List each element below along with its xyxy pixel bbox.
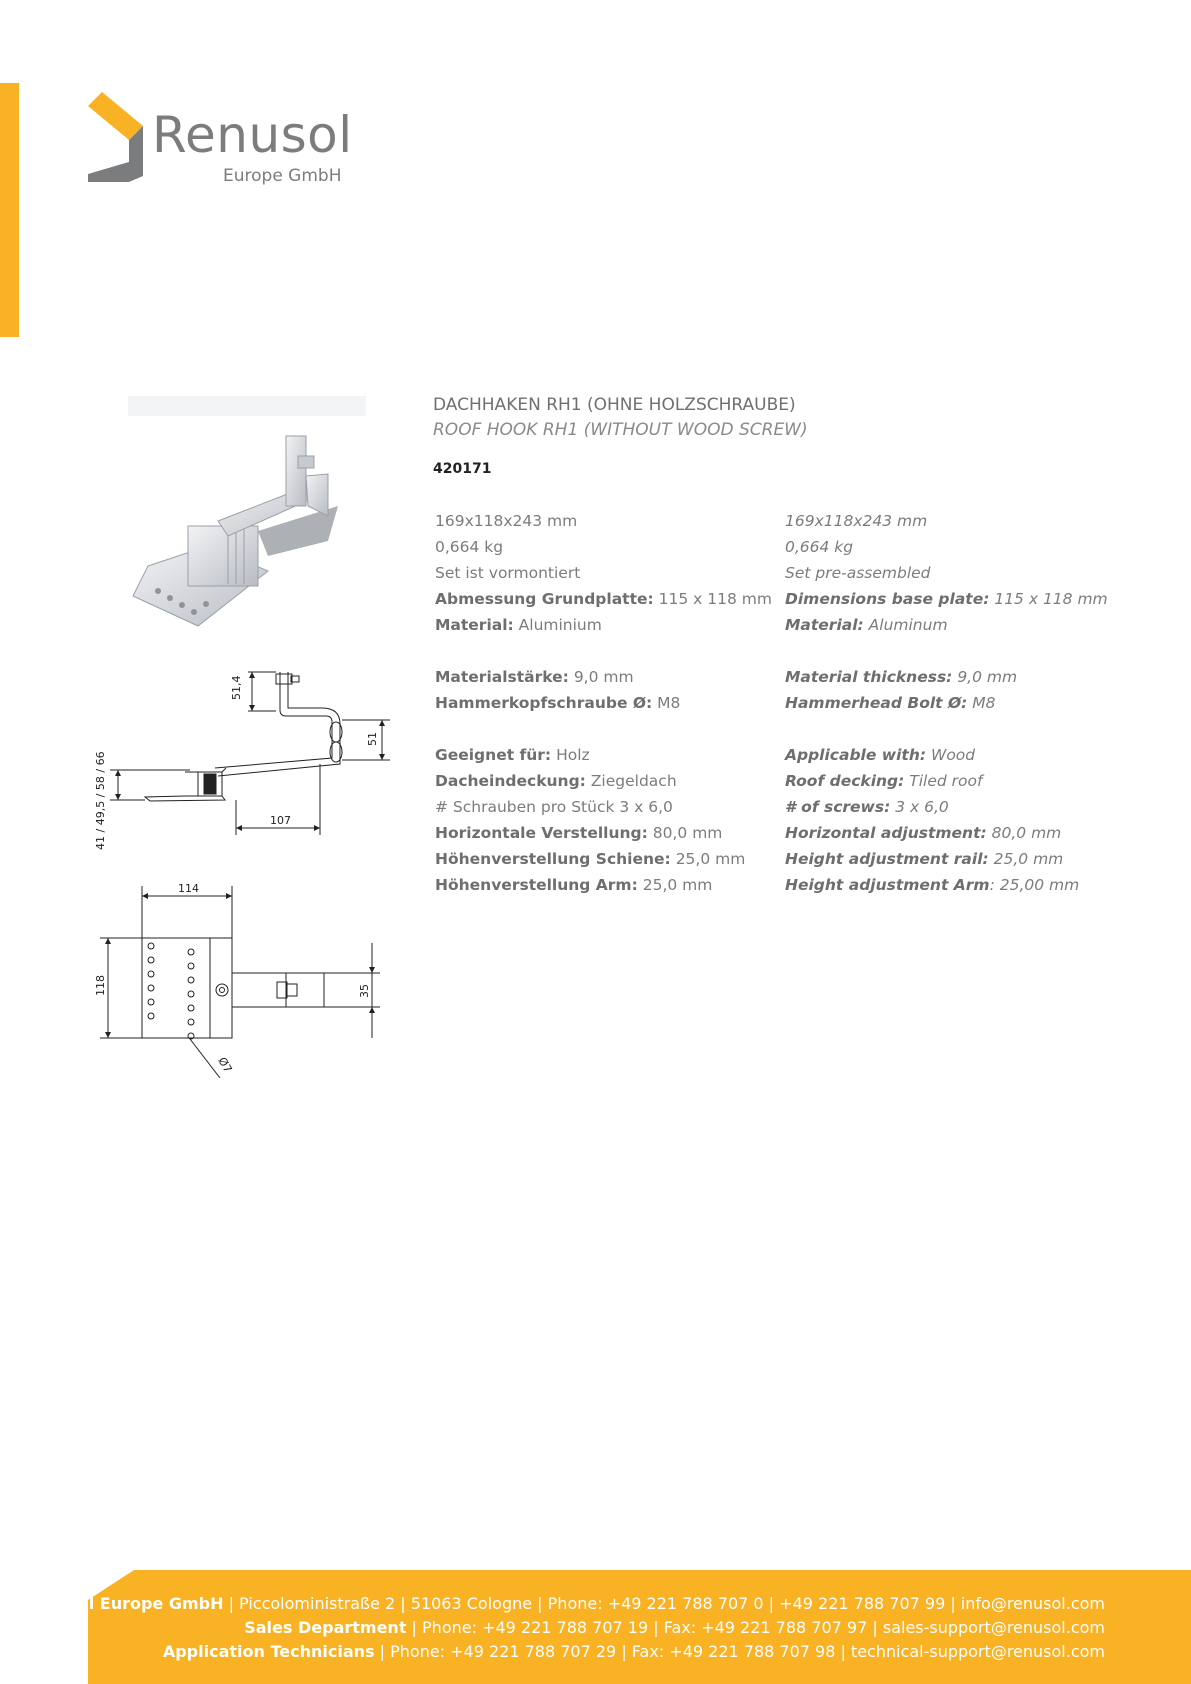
spec-label: Horizontal adjustment:	[785, 824, 987, 842]
spec-value: 0,664 kg	[785, 538, 854, 556]
side-accent-bar	[0, 83, 19, 337]
spec-value: 0,664 kg	[435, 538, 504, 556]
spec-label: Applicable with:	[785, 746, 927, 764]
dim-height-label: 118	[94, 975, 107, 996]
spec-line	[785, 846, 1108, 872]
spec-label: Height adjustment Arm	[785, 876, 990, 894]
spec-label: Abmessung Grundplatte:	[435, 590, 654, 608]
spec-value: 115 x 118 mm	[989, 590, 1108, 608]
spec-line	[785, 508, 1108, 534]
article-number: 420171	[433, 461, 492, 477]
spec-line	[435, 508, 772, 534]
product-title-en: ROOF HOOK RH1 (WITHOUT WOOD SCREW)	[433, 420, 808, 440]
spec-line	[435, 690, 772, 716]
spec-line	[435, 846, 772, 872]
footer-line-text: | Phone: +49 221 788 707 19 | Fax: +49 221 788 707 97 | sales-support@renusol.com	[406, 1618, 1105, 1637]
logo-mark-icon	[88, 92, 148, 184]
footer	[22, 1570, 1191, 1684]
spec-line	[785, 560, 1108, 586]
spec-value: 3 x 6,0	[890, 798, 949, 816]
spec-line	[785, 690, 1108, 716]
spec-line	[435, 872, 772, 898]
spec-value: : 25,00 mm	[989, 876, 1080, 894]
dim-hole-label: Ø7	[215, 1055, 235, 1076]
spec-line	[435, 820, 772, 846]
footer-line-sales	[22, 1616, 1105, 1640]
footer-line-text: | Piccoloministraße 2 | 51063 Cologne | Phone: +49 221 788 707 0 | +49 221 788 707 99 | info@renusol.com	[223, 1594, 1105, 1613]
spec-label: Hammerkopfschraube Ø:	[435, 694, 653, 712]
spec-value: M8	[967, 694, 996, 712]
spec-line	[785, 820, 1108, 846]
spec-label: # of screws:	[785, 798, 891, 816]
footer-line-company	[22, 1592, 1105, 1616]
spec-value: 169x118x243 mm	[785, 512, 928, 530]
side-view-drawing	[90, 660, 400, 860]
spec-label: Horizontale Verstellung:	[435, 824, 648, 842]
spec-line	[435, 586, 772, 612]
spec-label: Höhenverstellung Arm:	[435, 876, 638, 894]
spec-value: Wood	[926, 746, 976, 764]
spec-label: Geeignet für:	[435, 746, 552, 764]
footer-line-title: Renusol Europe GmbH	[22, 1594, 224, 1613]
spec-line	[785, 768, 1108, 794]
dim-top-label: 51,4	[230, 675, 243, 700]
spec-value: 169x118x243 mm	[435, 512, 578, 530]
spec-value: 115 x 118 mm	[653, 590, 772, 608]
spec-line	[785, 742, 1108, 768]
dim-bottom-label: 107	[270, 814, 291, 827]
spec-line	[435, 560, 772, 586]
spec-value: Set ist vormontiert	[435, 564, 581, 582]
dim-arm-label: 35	[358, 984, 371, 998]
spec-label: Roof decking:	[785, 772, 905, 790]
footer-line-technicians	[22, 1640, 1105, 1664]
spec-value: Aluminum	[863, 616, 948, 634]
footer-line-title: Sales Department	[244, 1618, 407, 1637]
spec-line	[435, 612, 772, 638]
spec-value: 25,0 mm	[637, 876, 713, 894]
spec-value: M8	[652, 694, 681, 712]
spec-label: Dimensions base plate:	[785, 590, 990, 608]
spec-line	[785, 664, 1108, 690]
spec-value: Ziegeldach	[585, 772, 677, 790]
spec-line	[435, 794, 772, 820]
company-logo	[88, 92, 358, 192]
spec-value: 9,0 mm	[952, 668, 1018, 686]
spec-line	[435, 534, 772, 560]
spec-label: Dacheindeckung:	[435, 772, 586, 790]
dim-left-label: 41 / 49,5 / 58 / 66	[94, 751, 107, 850]
spec-line	[435, 768, 772, 794]
specs-english	[785, 508, 1108, 898]
footer-contact	[22, 1592, 1105, 1664]
spec-label: Material:	[785, 616, 864, 634]
spec-label: Material:	[435, 616, 514, 634]
footer-line-text: | Phone: +49 221 788 707 29 | Fax: +49 221 788 707 98 | technical-support@renusol.com	[374, 1642, 1105, 1661]
logo-title: Renusol	[152, 106, 353, 164]
spec-line	[785, 612, 1108, 638]
spec-line	[785, 872, 1108, 898]
product-photo	[128, 396, 366, 636]
footer-line-title: Application Technicians	[162, 1642, 375, 1661]
spec-value: Aluminium	[513, 616, 602, 634]
spec-label: Materialstärke:	[435, 668, 569, 686]
spec-label: Hammerhead Bolt Ø:	[785, 694, 968, 712]
top-view-drawing	[90, 878, 400, 1078]
spec-value: 80,0 mm	[647, 824, 723, 842]
spec-label: Material thickness:	[785, 668, 953, 686]
spec-label: Height adjustment rail:	[785, 850, 989, 868]
spec-line	[435, 742, 772, 768]
spec-value: Holz	[551, 746, 590, 764]
spec-value: # Schrauben pro Stück 3 x 6,0	[435, 798, 673, 816]
dim-right-label: 51	[366, 732, 379, 746]
spec-line	[435, 664, 772, 690]
specs-german	[435, 508, 772, 898]
spec-value: Set pre-assembled	[785, 564, 931, 582]
spec-line	[785, 794, 1108, 820]
dim-width-label: 114	[178, 882, 199, 895]
spec-value: Tiled roof	[904, 772, 983, 790]
spec-value: 25,0 mm	[988, 850, 1064, 868]
spec-label: Höhenverstellung Schiene:	[435, 850, 671, 868]
spec-line	[785, 534, 1108, 560]
spec-value: 25,0 mm	[670, 850, 746, 868]
spec-value: 9,0 mm	[568, 668, 634, 686]
product-title-de: DACHHAKEN RH1 (OHNE HOLZSCHRAUBE)	[433, 395, 796, 415]
spec-value: 80,0 mm	[986, 824, 1062, 842]
spec-line	[785, 586, 1108, 612]
logo-subtitle: Europe GmbH	[223, 166, 342, 186]
